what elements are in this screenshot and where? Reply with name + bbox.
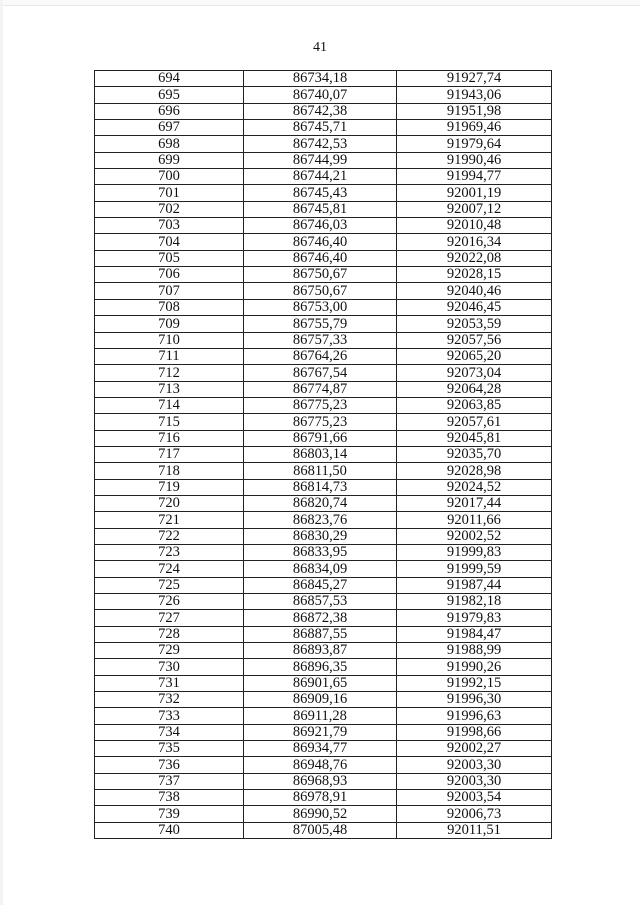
y-coordinate-cell: 92003,30 xyxy=(397,773,552,789)
point-number-cell: 707 xyxy=(95,283,244,299)
point-number-cell: 718 xyxy=(95,463,244,479)
x-coordinate-cell: 86921,79 xyxy=(244,724,397,740)
table-row xyxy=(95,152,552,168)
table-row xyxy=(95,348,552,364)
x-coordinate-cell: 86745,81 xyxy=(244,201,397,217)
x-coordinate-cell: 86775,23 xyxy=(244,414,397,430)
y-coordinate-cell: 92016,34 xyxy=(397,234,552,250)
x-coordinate-cell: 86834,09 xyxy=(244,561,397,577)
point-number-cell: 728 xyxy=(95,626,244,642)
point-number-cell: 694 xyxy=(95,71,244,87)
table-row xyxy=(95,757,552,773)
x-coordinate-cell: 86820,74 xyxy=(244,495,397,511)
point-number-cell: 740 xyxy=(95,822,244,838)
y-coordinate-cell: 92006,73 xyxy=(397,806,552,822)
x-coordinate-cell: 86742,38 xyxy=(244,103,397,119)
table-row xyxy=(95,675,552,691)
point-number-cell: 736 xyxy=(95,757,244,773)
point-number-cell: 713 xyxy=(95,381,244,397)
table-row xyxy=(95,544,552,560)
y-coordinate-cell: 92001,19 xyxy=(397,185,552,201)
x-coordinate-cell: 86893,87 xyxy=(244,643,397,659)
point-number-cell: 714 xyxy=(95,397,244,413)
point-number-cell: 717 xyxy=(95,446,244,462)
table-row xyxy=(95,659,552,675)
point-number-cell: 697 xyxy=(95,120,244,136)
table-row xyxy=(95,397,552,413)
y-coordinate-cell: 91982,18 xyxy=(397,594,552,610)
y-coordinate-cell: 91969,46 xyxy=(397,120,552,136)
x-coordinate-cell: 86750,67 xyxy=(244,283,397,299)
point-number-cell: 732 xyxy=(95,692,244,708)
point-number-cell: 716 xyxy=(95,430,244,446)
point-number-cell: 710 xyxy=(95,332,244,348)
table-row xyxy=(95,87,552,103)
x-coordinate-cell: 86750,67 xyxy=(244,267,397,283)
table-row xyxy=(95,332,552,348)
x-coordinate-cell: 86742,53 xyxy=(244,136,397,152)
y-coordinate-cell: 92035,70 xyxy=(397,446,552,462)
y-coordinate-cell: 92065,20 xyxy=(397,348,552,364)
point-number-cell: 731 xyxy=(95,675,244,691)
table-row xyxy=(95,528,552,544)
x-coordinate-cell: 87005,48 xyxy=(244,822,397,838)
y-coordinate-cell: 92002,52 xyxy=(397,528,552,544)
x-coordinate-cell: 86948,76 xyxy=(244,757,397,773)
table-row xyxy=(95,103,552,119)
y-coordinate-cell: 91994,77 xyxy=(397,169,552,185)
x-coordinate-cell: 86934,77 xyxy=(244,741,397,757)
point-number-cell: 723 xyxy=(95,544,244,560)
table-row xyxy=(95,218,552,234)
x-coordinate-cell: 86978,91 xyxy=(244,790,397,806)
x-coordinate-cell: 86755,79 xyxy=(244,316,397,332)
table-row xyxy=(95,120,552,136)
table-row xyxy=(95,610,552,626)
point-number-cell: 709 xyxy=(95,316,244,332)
table-row xyxy=(95,169,552,185)
point-number-cell: 702 xyxy=(95,201,244,217)
point-number-cell: 712 xyxy=(95,365,244,381)
x-coordinate-cell: 86774,87 xyxy=(244,381,397,397)
point-number-cell: 729 xyxy=(95,643,244,659)
coordinates-table-body xyxy=(95,71,552,839)
y-coordinate-cell: 91998,66 xyxy=(397,724,552,740)
point-number-cell: 737 xyxy=(95,773,244,789)
x-coordinate-cell: 86745,43 xyxy=(244,185,397,201)
x-coordinate-cell: 86990,52 xyxy=(244,806,397,822)
table-row xyxy=(95,512,552,528)
table-row xyxy=(95,479,552,495)
point-number-cell: 721 xyxy=(95,512,244,528)
table-row xyxy=(95,577,552,593)
point-number-cell: 726 xyxy=(95,594,244,610)
table-row xyxy=(95,822,552,838)
table-row xyxy=(95,234,552,250)
x-coordinate-cell: 86746,40 xyxy=(244,250,397,266)
page-number: 41 xyxy=(313,40,327,55)
y-coordinate-cell: 92010,48 xyxy=(397,218,552,234)
point-number-cell: 699 xyxy=(95,152,244,168)
scan-left-edge xyxy=(0,0,3,905)
point-number-cell: 706 xyxy=(95,267,244,283)
y-coordinate-cell: 91990,26 xyxy=(397,659,552,675)
table-row xyxy=(95,446,552,462)
x-coordinate-cell: 86901,65 xyxy=(244,675,397,691)
y-coordinate-cell: 91999,59 xyxy=(397,561,552,577)
y-coordinate-cell: 92057,56 xyxy=(397,332,552,348)
y-coordinate-cell: 91992,15 xyxy=(397,675,552,691)
y-coordinate-cell: 92024,52 xyxy=(397,479,552,495)
table-row xyxy=(95,561,552,577)
x-coordinate-cell: 86734,18 xyxy=(244,71,397,87)
point-number-cell: 715 xyxy=(95,414,244,430)
point-number-cell: 727 xyxy=(95,610,244,626)
table-row xyxy=(95,267,552,283)
point-number-cell: 738 xyxy=(95,790,244,806)
table-row xyxy=(95,365,552,381)
x-coordinate-cell: 86744,99 xyxy=(244,152,397,168)
table-row xyxy=(95,250,552,266)
y-coordinate-cell: 91988,99 xyxy=(397,643,552,659)
y-coordinate-cell: 92017,44 xyxy=(397,495,552,511)
y-coordinate-cell: 92053,59 xyxy=(397,316,552,332)
x-coordinate-cell: 86830,29 xyxy=(244,528,397,544)
point-number-cell: 704 xyxy=(95,234,244,250)
x-coordinate-cell: 86811,50 xyxy=(244,463,397,479)
point-number-cell: 730 xyxy=(95,659,244,675)
table-row xyxy=(95,724,552,740)
y-coordinate-cell: 91979,83 xyxy=(397,610,552,626)
table-row xyxy=(95,626,552,642)
y-coordinate-cell: 92063,85 xyxy=(397,397,552,413)
y-coordinate-cell: 92011,66 xyxy=(397,512,552,528)
y-coordinate-cell: 91979,64 xyxy=(397,136,552,152)
scan-top-edge xyxy=(0,0,640,6)
table-row xyxy=(95,185,552,201)
y-coordinate-cell: 91999,83 xyxy=(397,544,552,560)
point-number-cell: 708 xyxy=(95,299,244,315)
y-coordinate-cell: 92003,30 xyxy=(397,757,552,773)
table-row xyxy=(95,773,552,789)
table-row xyxy=(95,299,552,315)
x-coordinate-cell: 86745,71 xyxy=(244,120,397,136)
table-row xyxy=(95,495,552,511)
table-row xyxy=(95,283,552,299)
y-coordinate-cell: 91996,30 xyxy=(397,692,552,708)
point-number-cell: 739 xyxy=(95,806,244,822)
x-coordinate-cell: 86814,73 xyxy=(244,479,397,495)
point-number-cell: 724 xyxy=(95,561,244,577)
point-number-cell: 725 xyxy=(95,577,244,593)
table-row xyxy=(95,430,552,446)
table-row xyxy=(95,806,552,822)
y-coordinate-cell: 91927,74 xyxy=(397,71,552,87)
point-number-cell: 705 xyxy=(95,250,244,266)
x-coordinate-cell: 86744,21 xyxy=(244,169,397,185)
x-coordinate-cell: 86845,27 xyxy=(244,577,397,593)
point-number-cell: 695 xyxy=(95,87,244,103)
point-number-cell: 720 xyxy=(95,495,244,511)
y-coordinate-cell: 91996,63 xyxy=(397,708,552,724)
x-coordinate-cell: 86740,07 xyxy=(244,87,397,103)
point-number-cell: 701 xyxy=(95,185,244,201)
y-coordinate-cell: 92045,81 xyxy=(397,430,552,446)
y-coordinate-cell: 92028,15 xyxy=(397,267,552,283)
point-number-cell: 722 xyxy=(95,528,244,544)
y-coordinate-cell: 92046,45 xyxy=(397,299,552,315)
table-row xyxy=(95,708,552,724)
x-coordinate-cell: 86775,23 xyxy=(244,397,397,413)
x-coordinate-cell: 86791,66 xyxy=(244,430,397,446)
coordinates-table xyxy=(94,70,552,839)
x-coordinate-cell: 86911,28 xyxy=(244,708,397,724)
y-coordinate-cell: 92057,61 xyxy=(397,414,552,430)
table-row xyxy=(95,790,552,806)
x-coordinate-cell: 86909,16 xyxy=(244,692,397,708)
x-coordinate-cell: 86746,40 xyxy=(244,234,397,250)
y-coordinate-cell: 91990,46 xyxy=(397,152,552,168)
point-number-cell: 734 xyxy=(95,724,244,740)
x-coordinate-cell: 86833,95 xyxy=(244,544,397,560)
point-number-cell: 698 xyxy=(95,136,244,152)
x-coordinate-cell: 86746,03 xyxy=(244,218,397,234)
table-row xyxy=(95,381,552,397)
table-row xyxy=(95,201,552,217)
table-row xyxy=(95,741,552,757)
table-row xyxy=(95,136,552,152)
table-row xyxy=(95,643,552,659)
y-coordinate-cell: 91943,06 xyxy=(397,87,552,103)
x-coordinate-cell: 86872,38 xyxy=(244,610,397,626)
y-coordinate-cell: 92040,46 xyxy=(397,283,552,299)
point-number-cell: 700 xyxy=(95,169,244,185)
x-coordinate-cell: 86767,54 xyxy=(244,365,397,381)
table-row xyxy=(95,414,552,430)
x-coordinate-cell: 86887,55 xyxy=(244,626,397,642)
y-coordinate-cell: 92011,51 xyxy=(397,822,552,838)
x-coordinate-cell: 86823,76 xyxy=(244,512,397,528)
y-coordinate-cell: 91987,44 xyxy=(397,577,552,593)
table-row xyxy=(95,71,552,87)
y-coordinate-cell: 92002,27 xyxy=(397,741,552,757)
point-number-cell: 703 xyxy=(95,218,244,234)
x-coordinate-cell: 86803,14 xyxy=(244,446,397,462)
x-coordinate-cell: 86757,33 xyxy=(244,332,397,348)
y-coordinate-cell: 92073,04 xyxy=(397,365,552,381)
y-coordinate-cell: 91984,47 xyxy=(397,626,552,642)
table-row xyxy=(95,316,552,332)
point-number-cell: 696 xyxy=(95,103,244,119)
y-coordinate-cell: 92064,28 xyxy=(397,381,552,397)
x-coordinate-cell: 86753,00 xyxy=(244,299,397,315)
point-number-cell: 735 xyxy=(95,741,244,757)
y-coordinate-cell: 92028,98 xyxy=(397,463,552,479)
y-coordinate-cell: 92003,54 xyxy=(397,790,552,806)
point-number-cell: 733 xyxy=(95,708,244,724)
point-number-cell: 719 xyxy=(95,479,244,495)
y-coordinate-cell: 91951,98 xyxy=(397,103,552,119)
x-coordinate-cell: 86764,26 xyxy=(244,348,397,364)
x-coordinate-cell: 86857,53 xyxy=(244,594,397,610)
y-coordinate-cell: 92007,12 xyxy=(397,201,552,217)
table-row xyxy=(95,594,552,610)
x-coordinate-cell: 86896,35 xyxy=(244,659,397,675)
y-coordinate-cell: 92022,08 xyxy=(397,250,552,266)
table-row xyxy=(95,463,552,479)
table-row xyxy=(95,692,552,708)
x-coordinate-cell: 86968,93 xyxy=(244,773,397,789)
point-number-cell: 711 xyxy=(95,348,244,364)
